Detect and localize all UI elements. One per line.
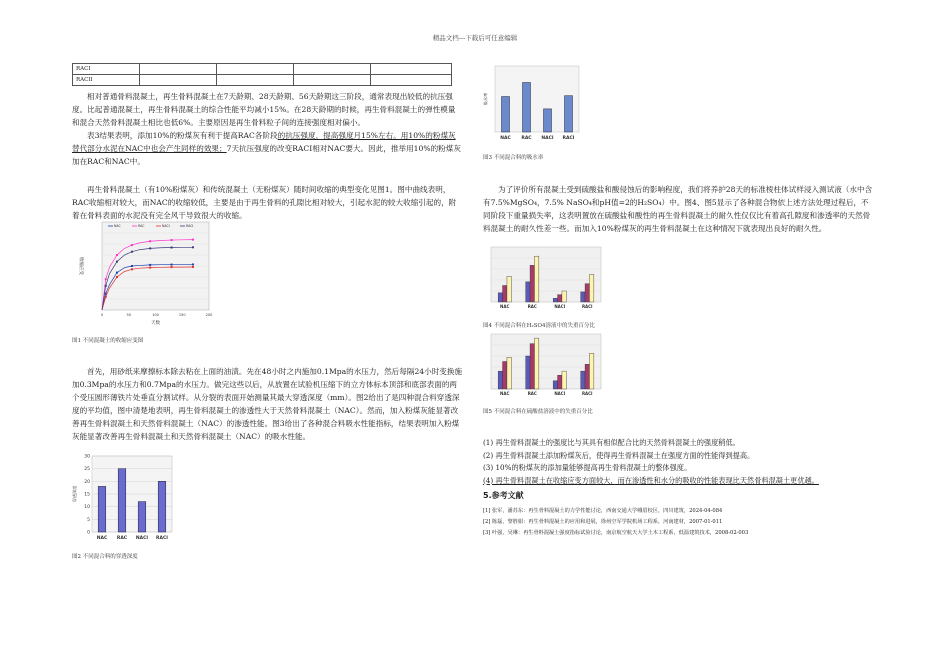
category-label: RAC: [527, 391, 537, 396]
figure-5-caption: 图5 不同混合料在硫酸盐溶液中的失重百分比: [483, 409, 593, 415]
figure-3-caption: 图3 不同混合料的吸水率: [483, 155, 544, 161]
figure-5-sulfate-chart: [483, 332, 605, 399]
data-point: [116, 272, 118, 274]
bar: [534, 338, 538, 389]
bar: [581, 292, 585, 302]
legend-label: RAC: [138, 224, 145, 229]
bar: [589, 275, 593, 303]
y-axis-label: 穿透深度: [72, 485, 77, 503]
table-cell: RACI: [73, 64, 140, 75]
legend-label: RACI: [186, 224, 194, 229]
conclusion-item: (2) 再生骨料混凝土添加粉煤灰后，使得再生骨料混凝土在强度方面的性能得到提高。: [483, 450, 755, 460]
x-tick-label: 150: [178, 313, 186, 317]
bar: [138, 502, 146, 532]
bar: [553, 298, 557, 302]
data-point: [149, 240, 151, 242]
data-point: [192, 266, 194, 268]
table-cell: RACII: [73, 75, 140, 86]
bar: [507, 276, 511, 302]
x-tick-label: 50: [126, 313, 131, 317]
category-label: NACI: [541, 136, 554, 141]
references-list: [483, 506, 883, 539]
y-tick-label: 30: [84, 454, 90, 460]
bar: [526, 282, 530, 302]
data-point: [149, 264, 151, 266]
bar: [558, 375, 562, 389]
bar: [502, 97, 510, 132]
table-row: [73, 64, 452, 75]
reference-item: [1] 张军，潘苏东：再生骨料混凝土的力学性能讨论，西南交通大学峨眉校区，四川建筑，2024-04-084: [483, 508, 723, 514]
data-point: [149, 267, 151, 269]
data-point: [171, 239, 173, 241]
underlined-text: 的抗压强度，提高强度月15%左右。用10%的粉煤灰替代部分水泥在NAC中也会产生同样的效果；: [72, 131, 456, 153]
conclusion-item: (1) 再生骨料混凝土的强度比与其具有相似配合比的天然骨料混凝土的强度稍低。: [483, 438, 740, 447]
bar: [565, 96, 573, 132]
category-label: NACI: [554, 304, 566, 309]
category-label: RACI: [156, 536, 168, 541]
figure-1-caption: 图1 不同混凝土的收缩应变图: [72, 338, 144, 344]
paragraph-durability: 为了评价所有混凝土受到硫酸盐和酸侵蚀后的影响程度，我们将养护28天的标准棱柱体试样浸入测试液（水中含有7.5%MgSO₄，7.5% NaSO₄和pH值=2的H₂SO₄）中。图4、图5显示了各种混合物依上述方法处理过程后，不同阶段下重量损失率，这表明置放在硫酸盐和酸性的再生骨料混凝土的耐久性仅仅比有着高孔隙度和渗透率的天然骨料混凝土的耐久性差一些。而加入10%粉煤灰的再生骨料混凝土在这种情况下就表现出良好的耐久性。: [483, 185, 873, 233]
conclusions: [483, 437, 883, 487]
x-tick-label: 100: [152, 313, 159, 317]
data-point: [171, 247, 173, 249]
bar: [562, 371, 566, 389]
paragraph-strength: 相对普通骨料混凝土，再生骨料混凝土在7天龄期、28天龄期、56天龄期这三阶段，通常表现出较低的抗压强度。比起普通混凝土，再生骨料混凝土的综合性能平均减小15%。在28天龄期的时候，再生骨料混凝土的弹性模量和混合天然骨料混凝土相比也低6%。主要原因是再生骨料粒子间的连接强度相对偏小。: [72, 92, 456, 127]
y-tick-label: 0: [87, 530, 90, 536]
data-point: [192, 263, 194, 265]
data-point: [149, 247, 151, 249]
category-label: RACI: [562, 136, 575, 141]
bar: [544, 109, 552, 132]
bar: [589, 353, 593, 389]
category-label: NACI: [554, 391, 566, 396]
category-label: RACI: [581, 391, 593, 396]
bar: [158, 481, 166, 532]
category-label: NAC: [500, 391, 510, 396]
bar: [530, 344, 534, 389]
figure-2-penetration-chart: [72, 452, 177, 544]
data-point: [131, 244, 133, 246]
data-point: [116, 261, 118, 263]
data-point: [192, 246, 194, 248]
conclusion-item: (3) 10%的粉煤灰的添加量能够提高再生骨料混凝土的整体强度。: [483, 463, 692, 472]
data-point: [192, 239, 194, 241]
reference-item: [2] 陈磊，黎胜娟：再生骨料混凝土的应用和进展，徐州空军学院机场工程系，河南建材，2007-01-011: [483, 519, 723, 525]
references-heading: 5.参考文献: [483, 491, 524, 500]
figure-4-caption: 图4 不同混合料在H₂SO4溶液中的失重百分比: [483, 323, 596, 329]
category-label: RAC: [116, 536, 128, 541]
bar: [526, 356, 530, 389]
bar: [562, 291, 566, 302]
conclusion-item: (4) 再生骨料混凝土在收缩应变方面较大，而在渗透性和水分的吸收的性能表现比天然骨料混凝土更优越。: [483, 475, 819, 485]
data-point: [105, 278, 107, 280]
category-label: NAC: [500, 136, 511, 141]
data-point: [116, 276, 118, 278]
figure-3-absorption-chart: [483, 62, 583, 144]
x-axis-label: 天数: [151, 321, 160, 326]
bar: [118, 469, 126, 532]
figure-2-caption: 图2 不同混合料的穿透深度: [72, 554, 138, 560]
table-row: [73, 75, 452, 86]
y-tick-label: 25: [84, 467, 90, 473]
bar: [503, 286, 507, 303]
bar: [98, 486, 106, 532]
legend-label: NACI: [162, 224, 170, 229]
bar: [585, 364, 589, 389]
bar: [523, 83, 531, 133]
reference-item: [3] 叶强，吴琳：再生骨料混凝土强度指标试验讨论，南京航空航天大学土木工程系，低温建筑技术，2008-02-003: [483, 530, 749, 536]
category-label: RACI: [581, 304, 593, 309]
figure-4-h2so4-chart: [483, 245, 605, 312]
x-tick-label: 0: [100, 313, 104, 317]
data-point: [105, 296, 107, 298]
data-point: [131, 251, 133, 253]
paragraph-shrinkage: 再生骨料混凝土（有10%粉煤灰）和传统混凝土（无粉煤灰）随时间收缩的典型变化见图1。图中曲线表明，RAC收缩相对较大，而NAC的收缩较低，主要是由于再生骨料的孔隙比相对较大，引起水泥的较大收缩引起的，附着在骨料表面的水泥没有完全风干导致很大的收缩。: [72, 185, 457, 220]
y-tick-label: 15: [84, 492, 90, 498]
bar: [503, 362, 507, 390]
data-point: [131, 265, 133, 267]
bar: [498, 371, 502, 389]
y-axis-label: 收缩应变: [78, 257, 83, 275]
legend-label: NAC: [114, 224, 121, 229]
category-label: NAC: [96, 536, 108, 541]
x-tick-label: 200: [205, 313, 213, 317]
data-point: [116, 254, 118, 256]
category-label: RAC: [527, 304, 537, 309]
data-point: [105, 293, 107, 295]
bar: [498, 293, 502, 302]
y-tick-label: 20: [84, 479, 90, 485]
paragraph-flyash: 表3结果表明，添加10%的粉煤灰有利于提高RAC各阶段的抗压强度，提高强度月15%左右。用10%的粉煤灰替代部分水泥在NAC中也会产生同样的效果；7天抗压强度的改变RACI相对NAC要大。因此，推举用10%的粉煤灰加在RAC和NAC中。: [72, 131, 461, 166]
bar: [558, 295, 562, 302]
category-label: RAC: [521, 136, 532, 141]
bar: [585, 284, 589, 302]
bar: [534, 256, 538, 302]
data-point: [171, 266, 173, 268]
bar: [507, 357, 511, 389]
data-point: [171, 264, 173, 266]
category-label: NAC: [500, 304, 510, 309]
page-header: 精品文档---下载后可任意编辑: [432, 34, 518, 42]
y-tick-label: 5: [87, 517, 90, 523]
category-label: NACI: [135, 536, 149, 541]
data-point: [105, 285, 107, 287]
y-axis-label: 吸水率: [483, 92, 488, 106]
bar: [581, 371, 585, 389]
results-table: [72, 63, 452, 86]
bar: [530, 265, 534, 302]
bar: [553, 381, 557, 389]
data-point: [131, 268, 133, 270]
paragraph-permeability: 首先，用砂纸来摩擦标本除去粘在上面的油渍。先在48小时之内施加0.1Mpa的水压力，然后每隔24小时变换施加0.3Mpa的水压力和0.7Mpa的水压力。做完这些以后，从放置在试验机压缩下的立方体标本顶部和底部表面的两个受压圆形薄铁片处垂直分割试样。从分裂的表面开始测量其最大穿透深度（mm）。图2给出了是四种混合料穿透深度的平均值，图中清楚地表明，再生骨料混凝土的渗透性大于天然骨料混凝土（NAC）。然而，加入粉煤灰能显著改善再生骨料混凝土和天然骨料混凝土（NAC）的渗透性能。图3给出了各种混合料吸水性能指标，结果表明加入粉煤灰能显著改善再生骨料混凝土和天然骨料混凝土（NAC）的吸水性能。: [72, 367, 463, 441]
figure-1-shrinkage-chart: [72, 218, 222, 330]
y-tick-label: 10: [84, 505, 90, 511]
